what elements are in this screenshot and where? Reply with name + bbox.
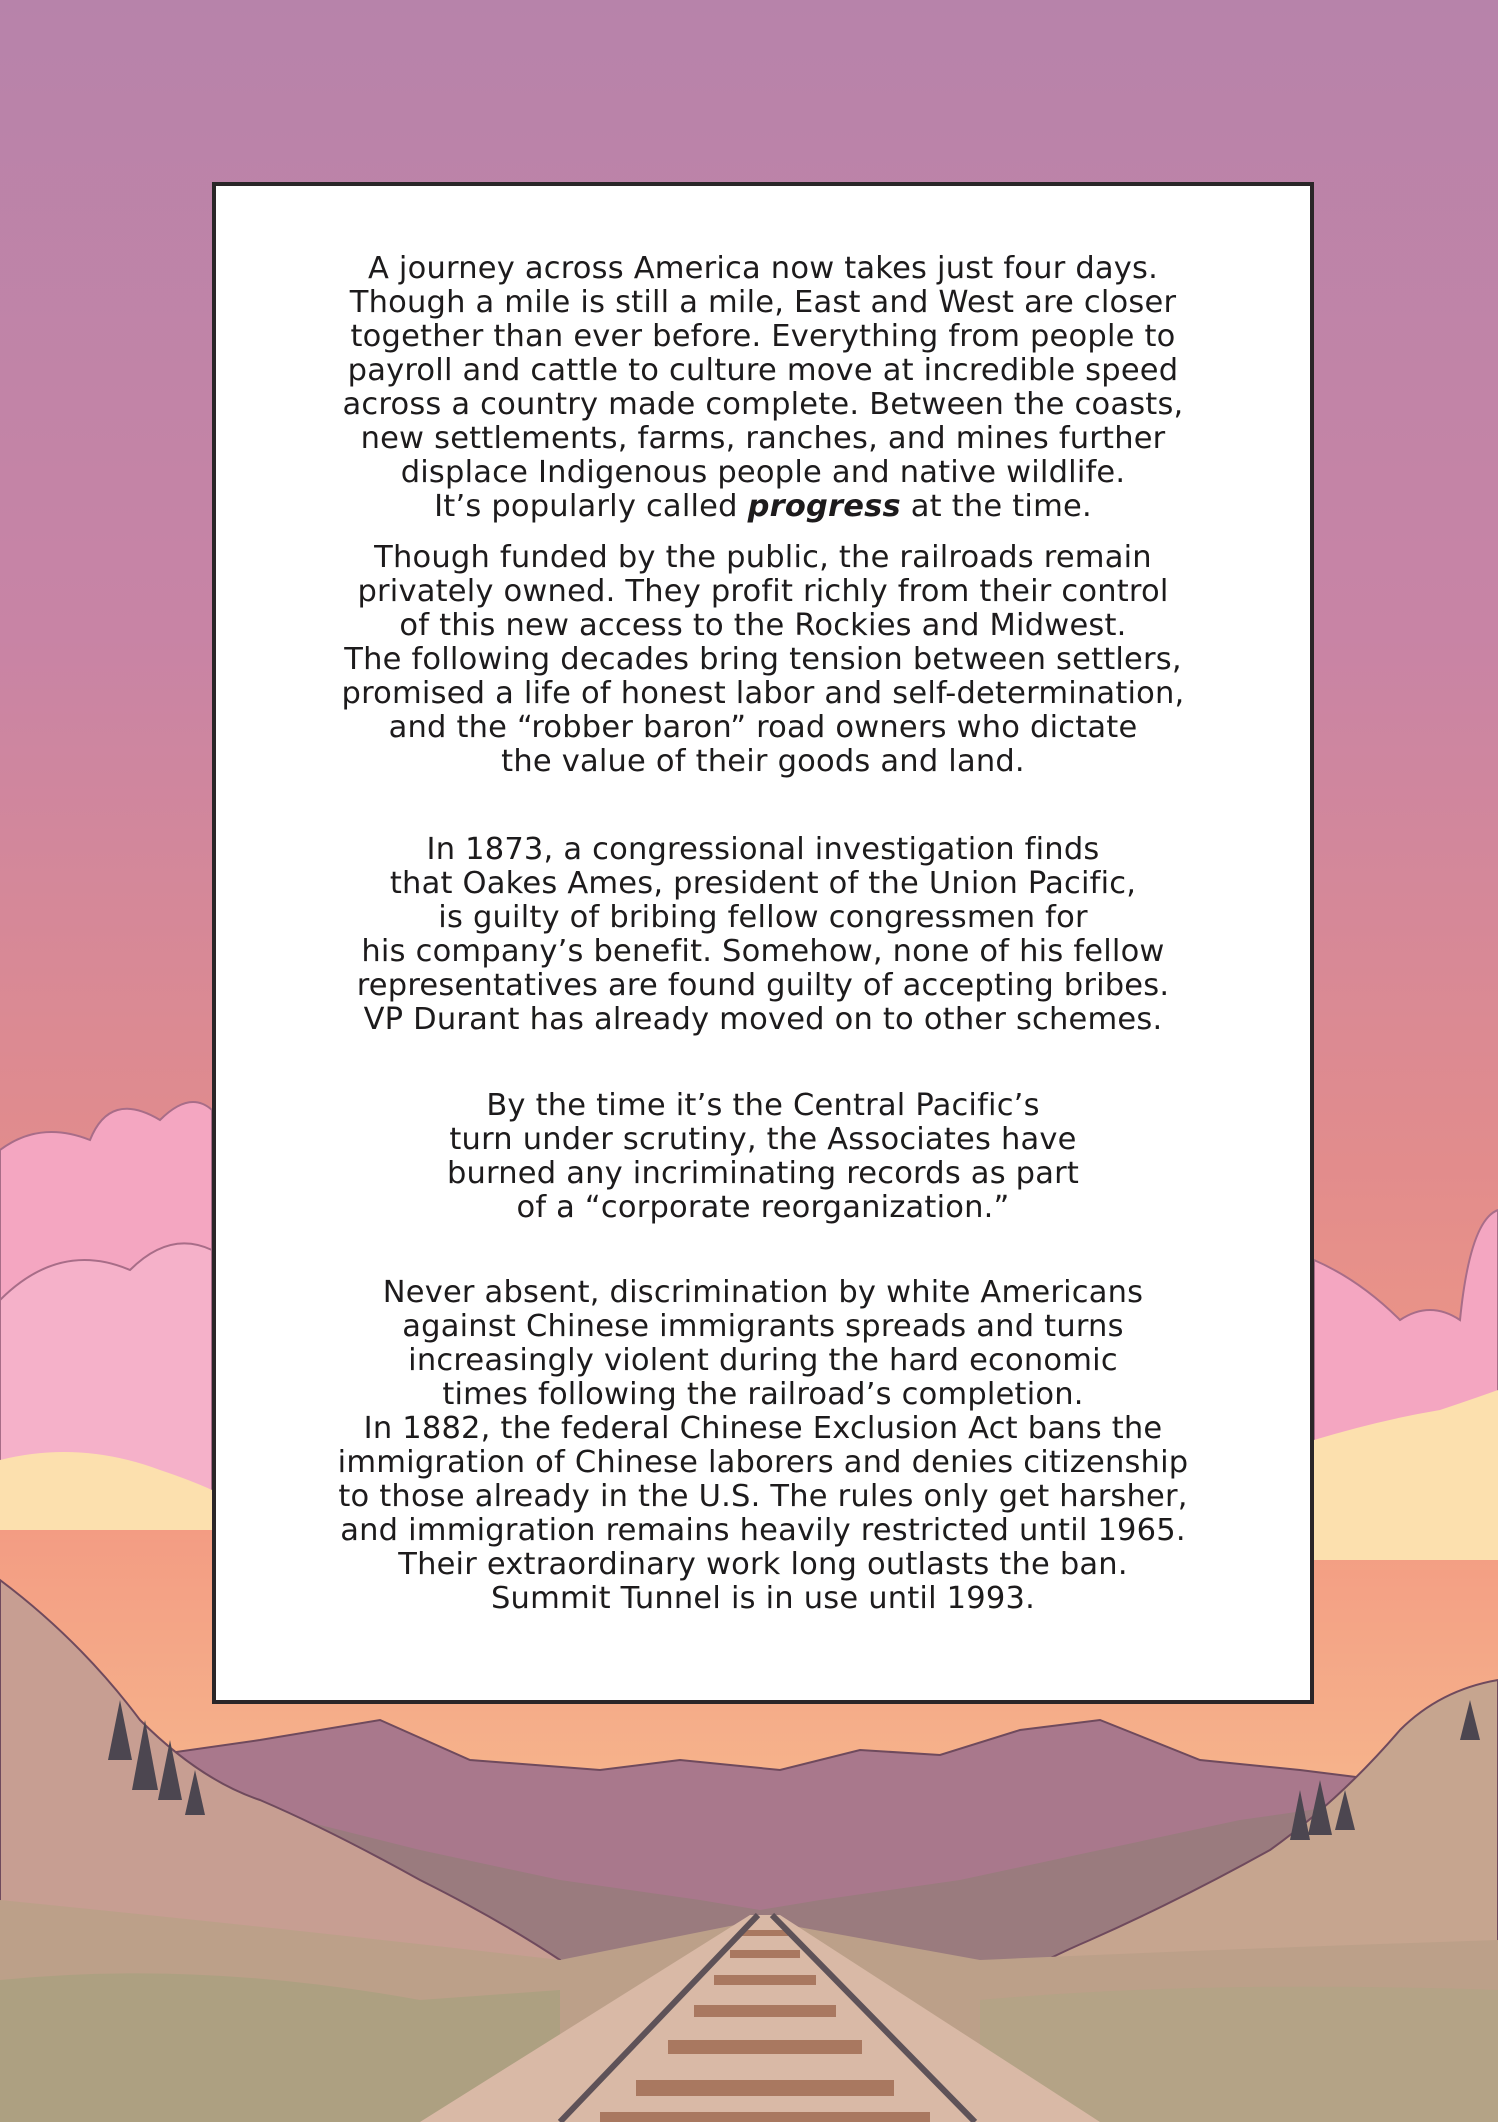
text-line: In 1873, a congressional investigation finds xyxy=(426,832,1100,867)
text-line: and the “robber baron” road owners who dictate xyxy=(388,710,1138,745)
text-line: payroll and cattle to culture move at incredible speed xyxy=(347,353,1179,388)
text-line: against Chinese immigrants spreads and turns xyxy=(402,1309,1124,1344)
text-line: displace Indigenous people and native wildlife. xyxy=(400,455,1126,490)
text-line: burned any incriminating records as part xyxy=(446,1156,1080,1191)
text-line: that Oakes Ames, president of the Union Pacific, xyxy=(389,866,1137,901)
text-line: In 1882, the federal Chinese Exclusion Act bans the xyxy=(363,1411,1163,1446)
text-line: his company’s benefit. Somehow, none of his fellow xyxy=(361,934,1165,969)
text-line: promised a life of honest labor and self-determination, xyxy=(341,676,1185,711)
text-run: It’s popularly called xyxy=(434,489,748,524)
text-line: across a country made complete. Between the coasts, xyxy=(342,387,1184,422)
cloud-left xyxy=(0,1102,212,1530)
text-line: representatives are found guilty of accepting bribes. xyxy=(356,968,1170,1003)
text-line: increasingly violent during the hard economic xyxy=(408,1343,1118,1378)
paragraph-1 xyxy=(216,252,1310,524)
text-line: A journey across America now takes just four days. xyxy=(367,251,1159,286)
text-run: at the time. xyxy=(900,489,1092,524)
text-line: Though funded by the public, the railroads remain xyxy=(374,540,1152,575)
paragraph-3 xyxy=(216,833,1310,1037)
text-line: Their extraordinary work long outlasts the ban. xyxy=(398,1547,1128,1582)
text-line: Summit Tunnel is in use until 1993. xyxy=(491,1581,1035,1616)
paragraph-2 xyxy=(216,541,1310,779)
text-line: to those already in the U.S. The rules only get harsher, xyxy=(338,1479,1188,1514)
text-line: new settlements, farms, ranches, and mines further xyxy=(360,421,1166,456)
text-line: of a “corporate reorganization.” xyxy=(516,1190,1010,1225)
text-line: immigration of Chinese laborers and denies citizenship xyxy=(337,1445,1189,1480)
text-line: together than ever before. Everything from people to xyxy=(350,319,1176,354)
text-line: Never absent, discrimination by white Americans xyxy=(382,1275,1144,1310)
text-line xyxy=(216,490,1310,524)
text-line: privately owned. They profit richly from their control xyxy=(357,574,1169,609)
text-line: The following decades bring tension between settlers, xyxy=(344,642,1182,677)
text-line: the value of their goods and land. xyxy=(501,744,1025,779)
text-line: turn under scrutiny, the Associates have xyxy=(449,1122,1077,1157)
text-line: Though a mile is still a mile, East and West are closer xyxy=(349,285,1177,320)
text-line: times following the railroad’s completion. xyxy=(442,1377,1084,1412)
text-panel xyxy=(212,182,1314,1704)
text-line: of this new access to the Rockies and Midwest. xyxy=(399,608,1127,643)
text-line: By the time it’s the Central Pacific’s xyxy=(486,1088,1040,1123)
text-line: VP Durant has already moved on to other schemes. xyxy=(363,1002,1163,1037)
paragraph-5 xyxy=(216,1276,1310,1616)
text-line: is guilty of bribing fellow congressmen for xyxy=(438,900,1088,935)
text-line: and immigration remains heavily restricted until 1965. xyxy=(340,1513,1186,1548)
emphasis-progress: progress xyxy=(747,489,901,524)
paragraph-4 xyxy=(216,1089,1310,1225)
